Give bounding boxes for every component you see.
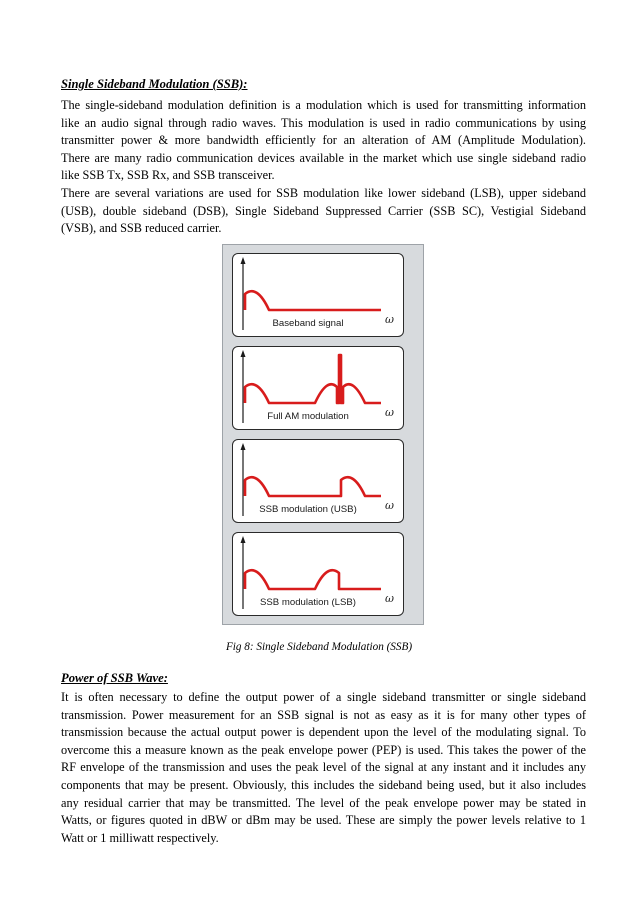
panel-label: SSB modulation (USB) bbox=[259, 504, 357, 515]
paragraph-line: Watt or 1 milliwatt respectively. bbox=[61, 830, 219, 845]
paragraph-line: It is often necessary to define the output power of a single sideband transmitter or single sideband bbox=[61, 690, 586, 704]
omega-axis-label: ω bbox=[385, 592, 394, 605]
y-axis-arrow bbox=[241, 443, 246, 450]
paragraph-line: There are many radio communication devices available in the market which use single sideband radio bbox=[61, 150, 586, 165]
paragraph-line: (VSB), and SSB reduced carrier. bbox=[61, 221, 222, 236]
omega-axis-label: ω bbox=[385, 313, 394, 326]
baseband-spectrum bbox=[245, 291, 381, 310]
section-heading-power-ssb: Power of SSB Wave: bbox=[61, 671, 168, 685]
y-axis-arrow bbox=[241, 257, 246, 264]
paragraph-line: Watts, or figures quoted in dBW or dBm may be used. These are simply the power levels relative to 1 bbox=[61, 813, 586, 828]
paragraph-line: transmission. Power measurement for an SSB signal is not as easy as it is for many other types of bbox=[61, 707, 586, 722]
ssb-definition-paragraph bbox=[61, 97, 586, 185]
paragraph-line: RF envelope of the transmission and uses the peak level of the signal at any instant and it includes any bbox=[61, 760, 586, 775]
power-ssb-paragraph bbox=[61, 689, 586, 847]
figure-caption: Fig 8: Single Sideband Modulation (SSB) bbox=[225, 641, 413, 653]
panel-label: Baseband signal bbox=[272, 318, 344, 329]
paragraph-line: like an audio signal through radio waves. This modulation is used in radio communications by using bbox=[61, 115, 586, 130]
ssb-variations-paragraph bbox=[61, 185, 586, 238]
lsb-spectrum bbox=[245, 570, 381, 589]
panel-ssb-lsb bbox=[232, 532, 404, 616]
am-spectrum bbox=[245, 355, 381, 403]
section-heading-ssb: Single Sideband Modulation (SSB): bbox=[61, 77, 248, 91]
paragraph-line: any residual carrier that may be transmitted. The level of the peak envelope power may be stated in bbox=[61, 795, 586, 810]
paragraph-line: There are several variations are used for SSB modulation like lower sideband (LSB), upper sideband bbox=[61, 186, 586, 200]
paragraph-line: (USB), double sideband (DSB), Single Sideband Suppressed Carrier (SSB SC), Vestigial Sideband bbox=[61, 203, 586, 218]
panel-baseband-signal bbox=[232, 253, 404, 337]
paragraph-line: The single-sideband modulation definition is a modulation which is used for transmitting information bbox=[61, 98, 586, 112]
paragraph-line: transmission because the actual output power is dependent upon the level of the modulating signal. To bbox=[61, 725, 586, 740]
panel-label: Full AM modulation bbox=[267, 411, 349, 422]
y-axis-arrow bbox=[241, 350, 246, 357]
y-axis-arrow bbox=[241, 536, 246, 543]
panel-label: SSB modulation (LSB) bbox=[260, 597, 356, 608]
panel-full-am-modulation bbox=[232, 346, 404, 430]
paragraph-line: transmitter power & more bandwidth efficiently for an alteration of AM (Amplitude Modulation). bbox=[61, 133, 586, 148]
paragraph-line: like SSB Tx, SSB Rx, and SSB transceiver. bbox=[61, 168, 275, 183]
paragraph-line: overcome this a measure known as the peak envelope power (PEP) is used. This takes the power of the bbox=[61, 742, 586, 757]
paragraph-line: components that may be present. Obviously, this includes the sideband being used, but it also includes bbox=[61, 777, 586, 792]
omega-axis-label: ω bbox=[385, 406, 394, 419]
ssb-figure bbox=[222, 244, 424, 625]
panel-ssb-usb bbox=[232, 439, 404, 523]
usb-spectrum bbox=[245, 477, 381, 496]
omega-axis-label: ω bbox=[385, 499, 394, 512]
